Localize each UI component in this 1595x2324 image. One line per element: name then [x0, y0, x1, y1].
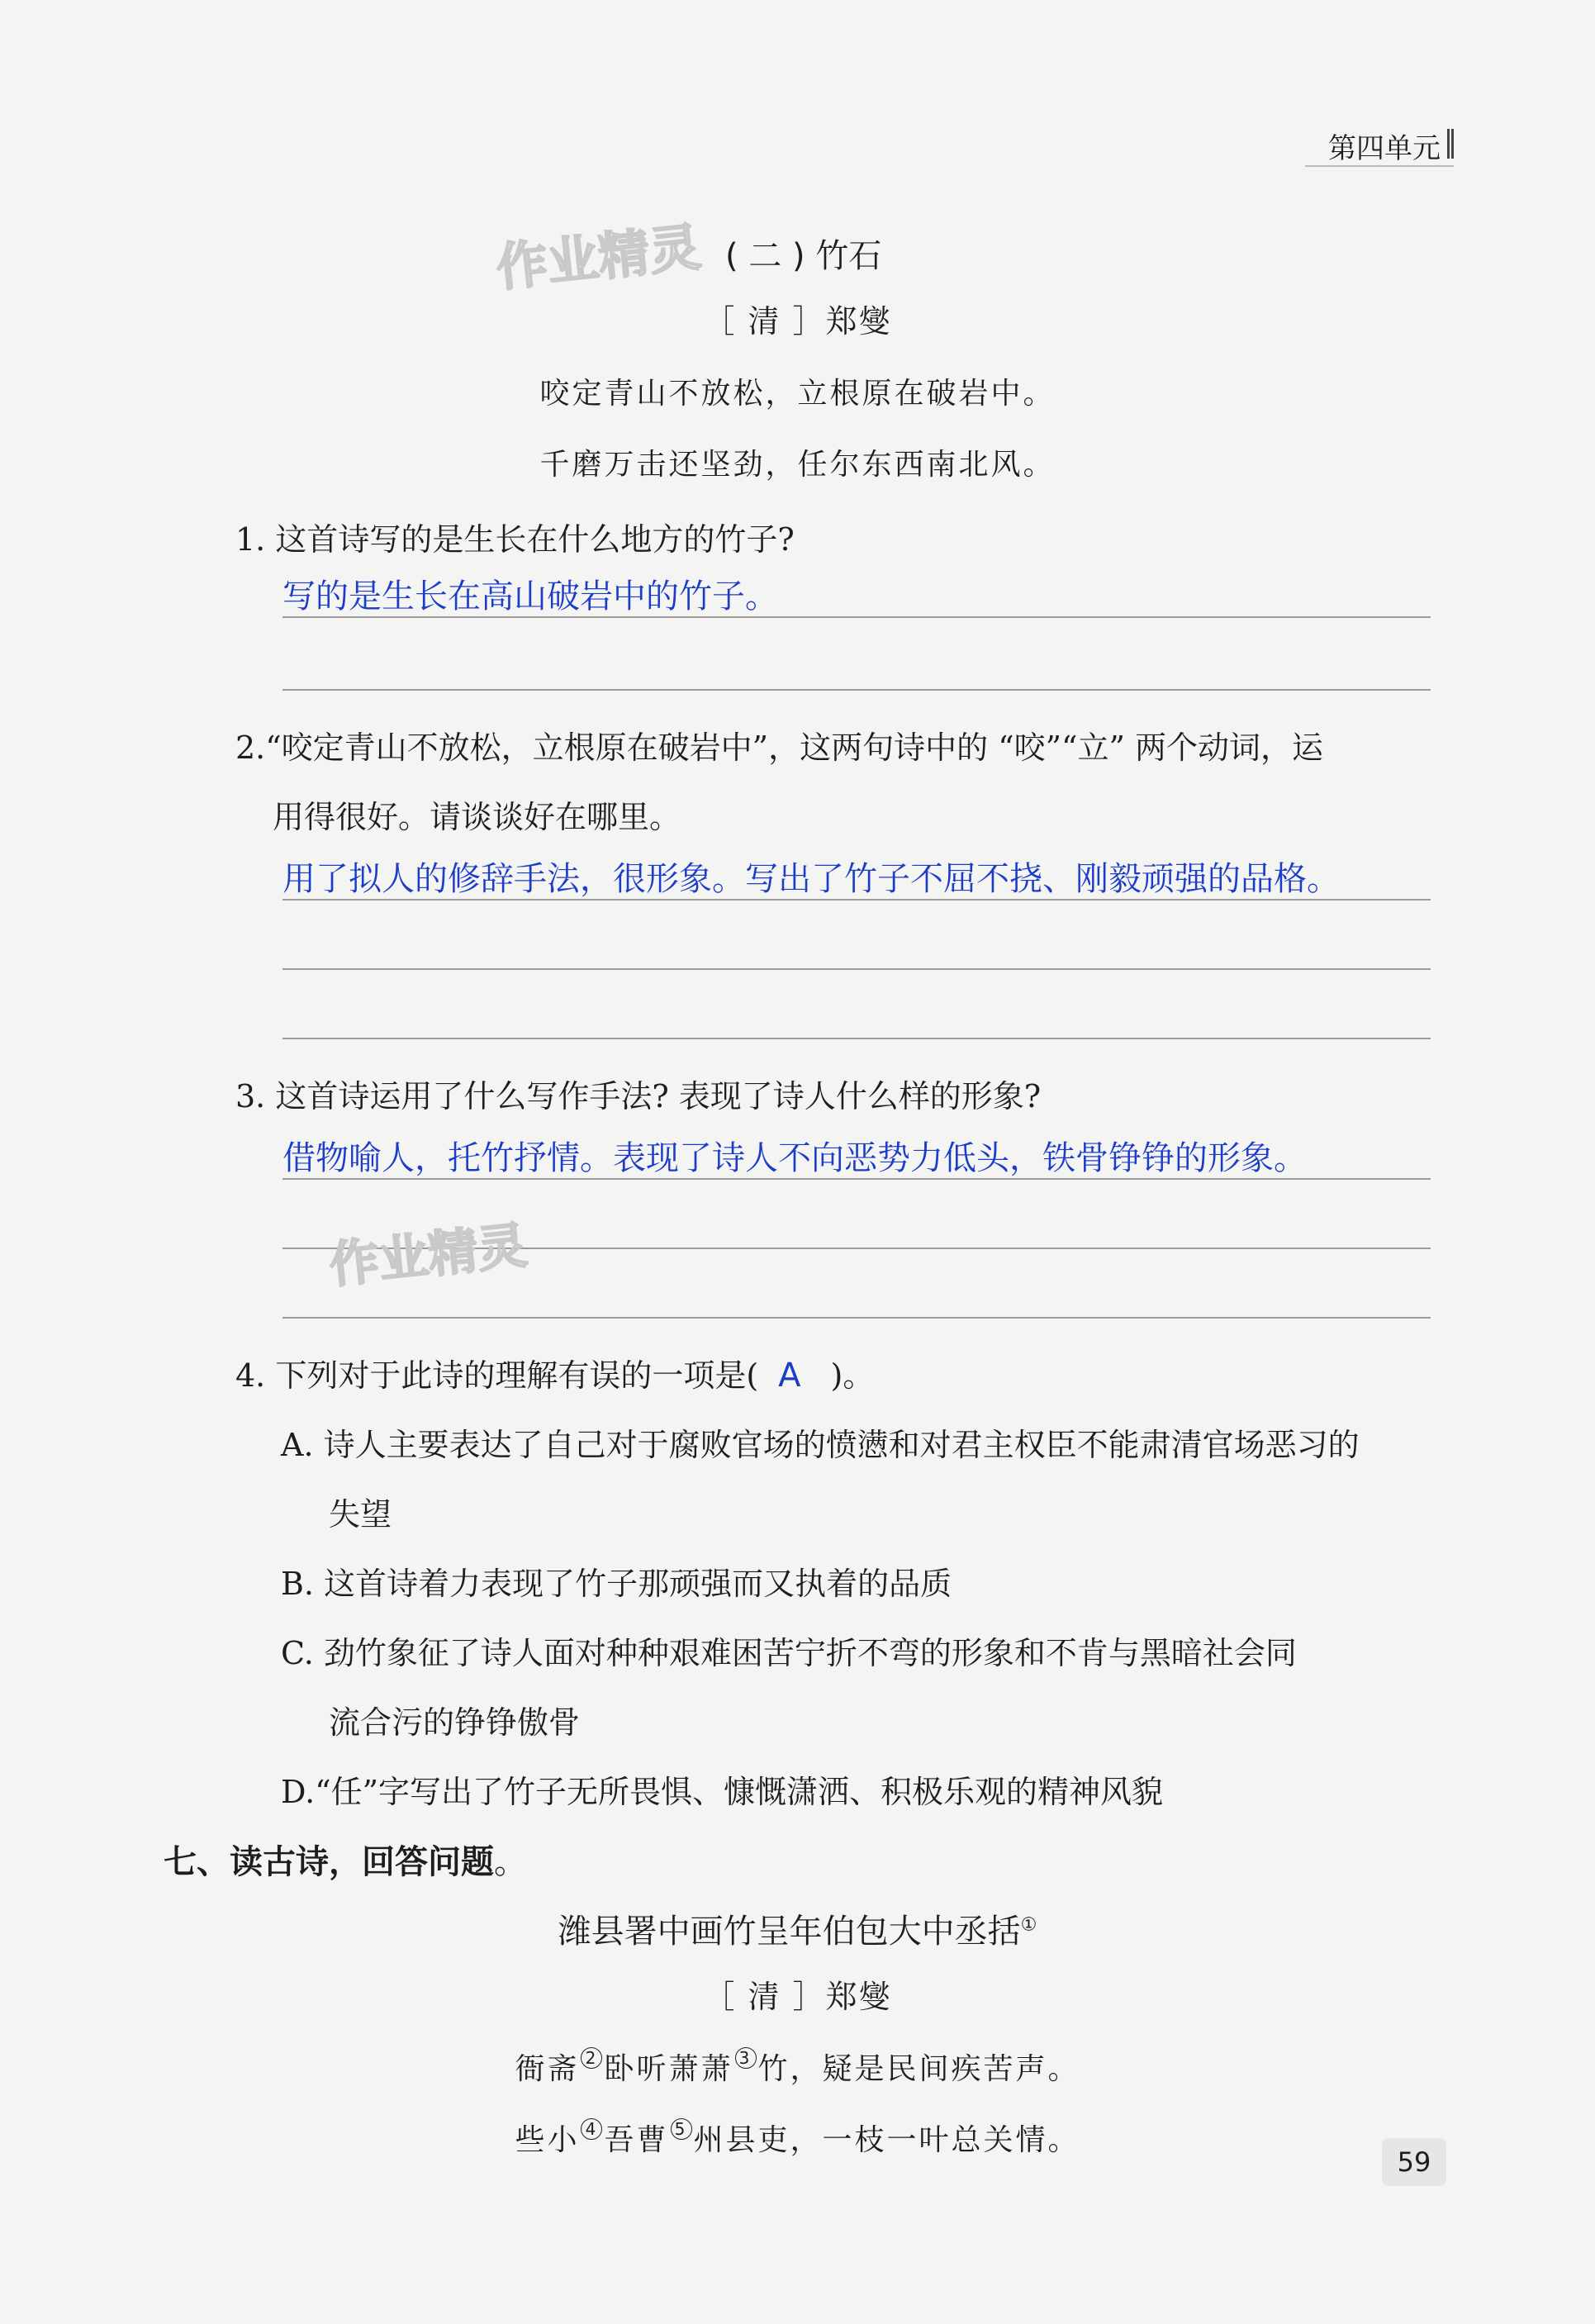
- verse-text: 些小: [515, 2123, 580, 2157]
- poem-2-title-note: ①: [1020, 1914, 1037, 1936]
- poem-author: ［ 清 ］郑燮: [703, 303, 892, 340]
- answer-line: [282, 968, 1431, 970]
- verse-text: 吾曹: [604, 2123, 669, 2157]
- header-divider: [1305, 165, 1454, 167]
- answer-4: A: [778, 1357, 801, 1395]
- question-1: 1. 这首诗写的是生长在什么地方的竹子?: [235, 521, 795, 558]
- answer-2: 用了拟人的修辞手法，很形象。写出了竹子不屈不挠、刚毅顽强的品格。: [282, 860, 1340, 898]
- option-a-line-2: 失望: [329, 1496, 392, 1533]
- answer-line: [282, 1178, 1431, 1180]
- section-7-heading: [164, 1836, 527, 1883]
- answer-3: 借物喻人，托竹抒情。表现了诗人不向恶势力低头，铁骨铮铮的形象。: [282, 1139, 1307, 1177]
- answer-line: [282, 1038, 1431, 1039]
- answer-1: 写的是生长在高山破岩中的竹子。: [282, 577, 778, 615]
- footnote-marker: 2: [581, 2047, 602, 2069]
- answer-line: [282, 616, 1431, 618]
- watermark: 作业精灵: [493, 216, 704, 298]
- option-c-line-2: 流合污的铮铮傲骨: [329, 1704, 581, 1741]
- verse-text: 州县吏，一枝一叶总关情。: [693, 2123, 1080, 2157]
- poem-2-line-2: [0, 2117, 1595, 2159]
- answer-line: [282, 899, 1431, 901]
- question-4-text: 4. 下列对于此诗的理解有误的一项是(: [235, 1357, 759, 1394]
- watermark: 作业精灵: [326, 1216, 530, 1295]
- question-2-line-2: 用得很好。请谈谈好在哪里。: [273, 799, 681, 835]
- poem-title: ( 二 ) 竹石: [725, 237, 882, 275]
- unit-label: 第四单元: [1328, 132, 1441, 165]
- footnote-marker: 5: [671, 2118, 692, 2140]
- poem-2-line-1: [0, 2046, 1595, 2088]
- question-2-line-1: 2.“咬定青山不放松，立根原在破岩中”，这两句诗中的 “咬”“立” 两个动词，运: [235, 730, 1323, 766]
- poem-2-title: [0, 1905, 1595, 1952]
- option-a-line-1: A. 诗人主要表达了自己对于腐败官场的愤懑和对君主权臣不能肃清官场恶习的: [281, 1427, 1360, 1463]
- footnote-marker: 4: [581, 2118, 602, 2140]
- verse-text: 衙斋: [515, 2052, 580, 2086]
- question-3: 3. 这首诗运用了什么写作手法? 表现了诗人什么样的形象?: [235, 1078, 1042, 1114]
- answer-line: [282, 1317, 1431, 1319]
- poem-2-author: ［ 清 ］郑燮: [703, 1979, 892, 2015]
- option-c-line-1: C. 劲竹象征了诗人面对种种艰难困苦宁折不弯的形象和不肯与黑暗社会同: [281, 1635, 1297, 1671]
- question-4: [235, 1350, 874, 1395]
- verse-text: 卧听萧萧: [604, 2052, 733, 2086]
- verse-text: 竹，疑是民间疾苦声。: [757, 2052, 1080, 2086]
- answer-line: [282, 689, 1431, 691]
- unit-bars-decoration: [1447, 129, 1454, 159]
- poem-line-2: 千磨万击还坚劲，任尔东西南北风。: [539, 448, 1056, 482]
- option-d: D.“任”字写出了竹子无所畏惧、慷慨潇洒、积极乐观的精神风貌: [281, 1774, 1164, 1810]
- poem-2-title-text: 潍县署中画竹呈年伯包大中丞括: [558, 1913, 1021, 1951]
- section-7-title: 七、读古诗，回答问题: [164, 1843, 494, 1881]
- option-b: B. 这首诗着力表现了竹子那顽强而又执着的品质: [281, 1566, 952, 1602]
- page-number: 59: [1382, 2138, 1446, 2186]
- section-7-suffix: 。: [494, 1843, 527, 1881]
- footnote-marker: 3: [735, 2047, 757, 2069]
- question-4-suffix: )。: [830, 1357, 875, 1394]
- poem-line-1: 咬定青山不放松，立根原在破岩中。: [539, 377, 1056, 411]
